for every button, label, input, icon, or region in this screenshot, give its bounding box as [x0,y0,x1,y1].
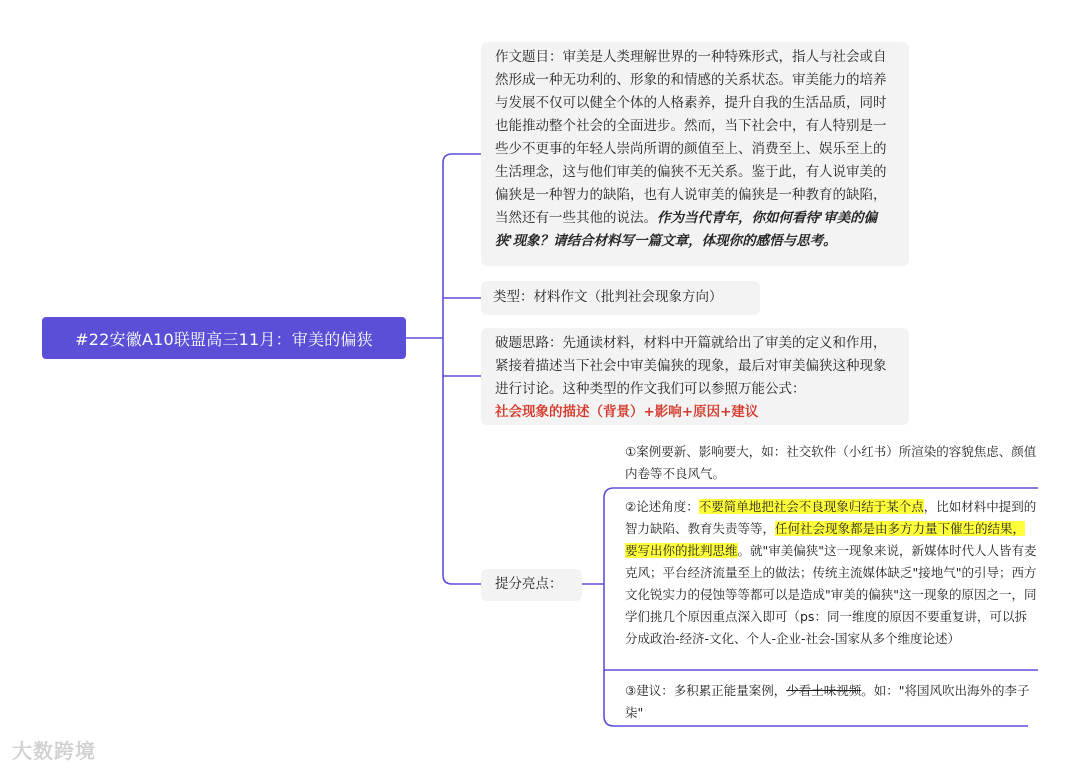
item2-mid: ，比如材料中提到的智力缺陷、教育失责等等， [625,499,1037,536]
highlight-item-2[interactable] [625,496,1037,650]
topic-emphasis: 作为当代青年，你如何看待'审美的偏狭'现象？请结合材料写一篇文章，体现你的感悟与思考。 [495,210,878,249]
watermark: 大数跨境 [12,739,96,763]
item3-prefix: ③建议：多积累正能量案例， [625,683,787,698]
root-topic[interactable] [42,317,406,359]
item1-text: ①案例要新、影响要大，如：社交软件（小红书）所渲染的容貌焦虑、颜值内卷等不良风气。 [625,444,1037,481]
approach-formula: 社会现象的描述（背景）+影响+原因+建议 [495,404,759,420]
item2-highlight-1: 不要简单地把社会不良现象归结于某个点 [698,499,924,514]
topic-text: 作文题目：审美是人类理解世界的一种特殊形式，指人与社会或自然形成一种无功利的、形象的和情感的关系状态。审美能力的培养与发展不仅可以健全个体的人格素养，提升自我的生活品质，同时也能推动整个社会的全面进步。然而，当下社会中，有人特别是一些少不更事的年轻人崇尚所谓的颜值至上、消费至上、娱乐至上的生活理念，这与他们审美的偏狭不无关系。鉴于此，有人说审美的偏狭是一种智力的缺陷，也有人说审美的偏狭是一种教育的缺陷，当然还有一些其他的说法。 [495,49,887,226]
highlights-label: 提分亮点： [495,576,563,592]
item3-rest: 。如："将国风吹出海外的李子柒" [625,683,1030,720]
item2-prefix: ②论述角度： [625,499,699,514]
item2-highlight-2: 任何社会现象都是由多方力量下催生的结果，要写出你的批判思维 [625,521,1026,558]
type-node[interactable] [481,281,760,315]
topic-node[interactable] [481,42,909,266]
highlights-node[interactable] [481,569,582,601]
highlight-item-1[interactable] [625,441,1037,485]
approach-text: 破题思路：先通读材料，材料中开篇就给出了审美的定义和作用，紧接着描述当下社会中审美偏狭的现象，最后对审美偏狭这种现象进行讨论。这种类型的作文我们可以参照万能公式： [495,335,887,397]
type-text: 类型：材料作文（批判社会现象方向） [493,289,723,305]
root-title: #22安徽A10联盟高三11月：审美的偏狭 [75,329,373,349]
highlight-item-3[interactable] [625,680,1037,724]
item2-rest: 。就"审美偏狭"这一现象来说，新媒体时代人人皆有麦克风；平台经济流量至上的做法；传统主流媒体缺乏"接地气"的引导；西方文化锐实力的侵蚀等等都可以是造成"审美的偏狭"这一现象的原因之一，同学们挑几个原因重点深入即可（ps：同一维度的原因不要重复讲，可以拆分成政治-经济-文化、个人-企业-社会-国家从多个维度论述） [625,543,1037,646]
item3-strike: 少看土味视频 [786,683,862,698]
approach-node[interactable] [481,328,909,425]
